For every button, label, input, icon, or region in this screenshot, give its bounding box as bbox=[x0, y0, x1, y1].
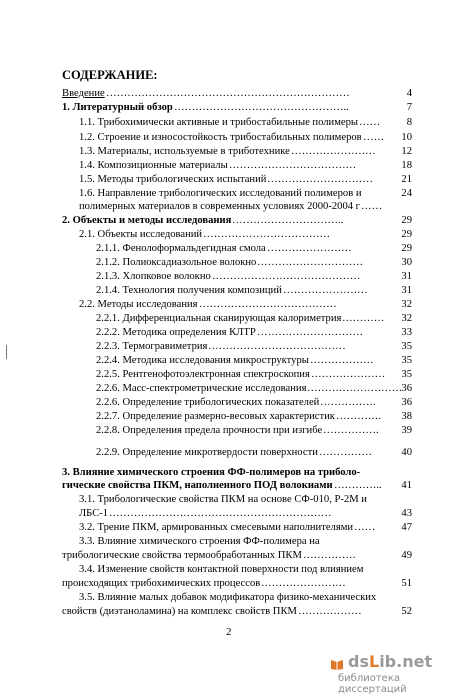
toc-entry-dots: ……………………………………………………… bbox=[109, 508, 332, 519]
toc-entry-text: 1.6. Направление трибологических исследований полимеров и bbox=[79, 188, 362, 199]
toc-entry-page: 32 bbox=[401, 313, 412, 324]
toc-title: СОДЕРЖАНИЕ: bbox=[62, 68, 158, 82]
toc-entry-page: 32 bbox=[401, 299, 412, 310]
toc-entry bbox=[0, 368, 450, 382]
toc-entry-text: 1. Литературный обзор bbox=[62, 102, 173, 113]
logo-subtitle: библиотека диссертаций bbox=[338, 673, 407, 695]
toc-entry-text: 2.2. Методы исследования bbox=[79, 299, 198, 310]
toc-entry-page: 35 bbox=[401, 355, 412, 366]
toc-entry-dots: ………………… bbox=[311, 369, 386, 380]
toc-entry-dots: ………………………… bbox=[257, 257, 363, 268]
toc-entry-page: 40 bbox=[401, 447, 412, 458]
toc-entry bbox=[0, 131, 450, 145]
toc-entry-dots: ………………………………… bbox=[199, 299, 337, 310]
toc-entry bbox=[0, 424, 450, 438]
toc-entry bbox=[0, 228, 450, 242]
toc-entry bbox=[0, 101, 450, 115]
toc-entry bbox=[0, 396, 450, 410]
toc-entry-dots: …………… bbox=[319, 447, 372, 458]
logo-brand bbox=[348, 652, 432, 671]
toc-entry bbox=[0, 145, 450, 159]
toc-entry-dots: ……………………… bbox=[307, 383, 403, 394]
toc-entry-dots: …… bbox=[354, 522, 376, 533]
toc-entry bbox=[0, 591, 450, 605]
toc-entry bbox=[0, 535, 450, 549]
toc-entry-dots: ……………… bbox=[298, 606, 362, 617]
toc-entry-text: 2.2.4. Методика исследования микроструктуры bbox=[96, 355, 309, 366]
toc-entry bbox=[0, 87, 450, 101]
book-icon bbox=[330, 658, 344, 670]
toc-entry-text: происходящих трибохимических процессов bbox=[62, 578, 261, 589]
toc-entry-dots: …………. bbox=[336, 411, 382, 422]
toc-entry bbox=[0, 549, 450, 563]
toc-entry-page: 35 bbox=[401, 369, 412, 380]
toc-entry-text: 3.1. Трибологические свойства ПКМ на основе СФ-010, Р-2М и bbox=[79, 494, 367, 505]
toc-entry-page: 10 bbox=[401, 132, 412, 143]
toc-entry-text: 2.2.2. Методика определения КЛТР bbox=[96, 327, 256, 338]
toc-entry bbox=[0, 466, 450, 480]
toc-entry-page: 29 bbox=[401, 215, 412, 226]
toc-entry-text: гические свойства ПКМ, наполненного ПОД волокнами bbox=[62, 480, 333, 491]
toc-entry-dots: …… bbox=[363, 132, 385, 143]
page-edge-mark bbox=[6, 345, 7, 359]
toc-entry-dots: ………… bbox=[342, 313, 385, 324]
toc-entry-page: 31 bbox=[401, 271, 412, 282]
toc-entry bbox=[0, 577, 450, 591]
toc-entry-page: 12 bbox=[401, 146, 412, 157]
toc-entry-page: 24 bbox=[401, 188, 412, 199]
toc-entry-dots: ……………… bbox=[310, 355, 374, 366]
toc-entry-page: 52 bbox=[401, 606, 412, 617]
logo-brand-post: ib.net bbox=[379, 652, 433, 671]
toc-entry-text: 2.2.8. Определения предела прочности при изгибе bbox=[96, 425, 323, 436]
toc-entry-dots: …………… bbox=[303, 550, 356, 561]
toc-entry-dots: …………………………………… bbox=[212, 271, 361, 282]
toc-entry-dots: …………………… bbox=[267, 243, 352, 254]
toc-entry bbox=[0, 326, 450, 340]
toc-entry-dots: ……………. bbox=[320, 397, 376, 408]
toc-entry bbox=[0, 354, 450, 368]
toc-entry-page: 8 bbox=[406, 117, 412, 128]
toc-entry-text: 1.5. Методы трибологических испытаний bbox=[79, 174, 267, 185]
toc-entry-page: 41 bbox=[401, 480, 412, 491]
toc-entry-page: 36 bbox=[401, 397, 412, 408]
toc-entry-page: 39 bbox=[401, 425, 412, 436]
toc-entry-text: 2.2.6. Масс-спектрометрические исследования bbox=[96, 383, 307, 394]
toc-entry-dots: ………………………… bbox=[257, 327, 363, 338]
toc-entry bbox=[0, 242, 450, 256]
toc-entry-text: 2.2.5. Рентгенофотоэлектронная спектроскопия bbox=[96, 369, 310, 380]
toc-entry bbox=[0, 116, 450, 130]
toc-entry-page: 29 bbox=[401, 243, 412, 254]
toc-entry-dots: …………………… bbox=[291, 146, 376, 157]
toc-entry-dots: ………………………… bbox=[267, 174, 373, 185]
toc-entry-dots: ……………………………… bbox=[203, 229, 331, 240]
toc-entry-page: 33 bbox=[401, 327, 412, 338]
toc-entry-text: 2.2.7. Определение размерно-весовых характеристик bbox=[96, 411, 335, 422]
toc-entry-text: полимерных материалов в современных условиях 2000-2004 г bbox=[79, 201, 361, 212]
toc-entry-dots: ………………………………… bbox=[208, 341, 346, 352]
toc-entry bbox=[0, 270, 450, 284]
logo-brand-pre: ds bbox=[348, 652, 369, 671]
toc-entry bbox=[0, 563, 450, 577]
toc-entry bbox=[0, 284, 450, 298]
toc-entry-text: 3.3. Влияние химического строения ФФ-полимера на bbox=[79, 536, 320, 547]
logo-brand-accent: L bbox=[368, 652, 380, 671]
toc-entry-page: 51 bbox=[401, 578, 412, 589]
toc-entry-text: 2.1. Объекты исследований bbox=[79, 229, 203, 240]
toc-entry-page: 30 bbox=[401, 257, 412, 268]
toc-entry bbox=[0, 187, 450, 201]
toc-entry-page: 38 bbox=[401, 411, 412, 422]
toc-entry-dots: …… bbox=[361, 201, 383, 212]
dslib-logo[interactable] bbox=[330, 652, 450, 695]
toc-entry bbox=[0, 446, 450, 460]
toc-entry-page: 35 bbox=[401, 341, 412, 352]
toc-entry-dots: ………….. bbox=[334, 480, 382, 491]
toc-entry-text: 1.2. Строение и износостойкость трибостабильных полимеров bbox=[79, 132, 362, 143]
toc-entry-text: 2.2.9. Определение микротвердости поверхности bbox=[96, 447, 318, 458]
toc-entry-dots: ………………………………………….. bbox=[174, 102, 349, 113]
toc-entry-text: 2.1.1. Фенолоформальдегидная смола bbox=[96, 243, 266, 254]
toc-entry-text: 3.4. Изменение свойств контактной поверхности под влиянием bbox=[79, 564, 364, 575]
toc-entry-dots: ……………. bbox=[323, 425, 379, 436]
toc-entry-text: 3.5. Влияние малых добавок модификатора физико-механических bbox=[79, 592, 377, 603]
toc-entry-dots: ……………………………… bbox=[229, 160, 357, 171]
toc-entry-page: 31 bbox=[401, 285, 412, 296]
toc-entry-text: трибологические свойства термообработанных ПКМ bbox=[62, 550, 302, 561]
toc-entry-text: 2. Объекты и методы исследования bbox=[62, 215, 232, 226]
toc-entry-text: 1.3. Материалы, используемые в триботехнике bbox=[79, 146, 290, 157]
toc-entry bbox=[0, 382, 450, 396]
toc-entry bbox=[0, 159, 450, 173]
toc-entry bbox=[0, 340, 450, 354]
toc-entry-text: 2.1.3. Хлопковое волокно bbox=[96, 271, 211, 282]
toc-entry bbox=[0, 312, 450, 326]
toc-entry-text: 3. Влияние химического строения ФФ-полимеров на триболо- bbox=[62, 467, 361, 478]
toc-entry-page: 7 bbox=[406, 102, 412, 113]
toc-entry-text: 2.2.3. Термогравиметрия bbox=[96, 341, 208, 352]
toc-entry-text: 2.2.6. Определение трибологических показателей bbox=[96, 397, 320, 408]
toc-entry bbox=[0, 173, 450, 187]
toc-entry bbox=[0, 507, 450, 521]
toc-entry-text: свойств (диэтаноламина) на комплекс свойств ПКМ bbox=[62, 606, 297, 617]
toc-entry bbox=[0, 410, 450, 424]
toc-entry bbox=[0, 256, 450, 270]
toc-entry-dots: …………………… bbox=[261, 578, 346, 589]
toc-entry bbox=[0, 493, 450, 507]
toc-entry bbox=[0, 479, 450, 493]
toc-entry-page: 47 bbox=[401, 522, 412, 533]
toc-entry-text: 2.1.4. Технология получения композиций bbox=[96, 285, 282, 296]
toc-entry-page: 4 bbox=[406, 88, 412, 99]
toc-entry-dots: …………………………………………………………… bbox=[106, 88, 350, 99]
toc-entry-page: 21 bbox=[401, 174, 412, 185]
toc-entry-page: 49 bbox=[401, 550, 412, 561]
toc-entry bbox=[0, 605, 450, 619]
toc-entry-page: 29 bbox=[401, 229, 412, 240]
toc-entry bbox=[0, 214, 450, 228]
toc-entry-page: 36 bbox=[401, 383, 412, 394]
toc-entry-dots: ………………………….. bbox=[232, 215, 344, 226]
toc-entry-text: 1.4. Композиционные материалы bbox=[79, 160, 228, 171]
toc-entry-dots: …………………… bbox=[283, 285, 368, 296]
page-number: 2 bbox=[226, 626, 232, 638]
toc-entry-text: 2.2.1. Дифференциальная сканирующая калориметрия bbox=[96, 313, 342, 324]
toc-entry bbox=[0, 521, 450, 535]
toc-entry-text: 2.1.2. Полиоксадиазольное волокно bbox=[96, 257, 257, 268]
toc-entry-page: 43 bbox=[401, 508, 412, 519]
toc-entry-text: 1.1. Трибохимически активные и трибостабильные полимеры bbox=[79, 117, 359, 128]
toc-entry-page: 18 bbox=[401, 160, 412, 171]
toc-entry-text: ЛБС-1 bbox=[79, 508, 109, 519]
toc-entry-dots: …… bbox=[359, 117, 381, 128]
toc-entry bbox=[0, 298, 450, 312]
toc-entry bbox=[0, 200, 450, 214]
toc-entry-text: Введение bbox=[62, 88, 105, 99]
toc-entry-text: 3.2. Трение ПКМ, армированных смесевыми наполнителями bbox=[79, 522, 354, 533]
